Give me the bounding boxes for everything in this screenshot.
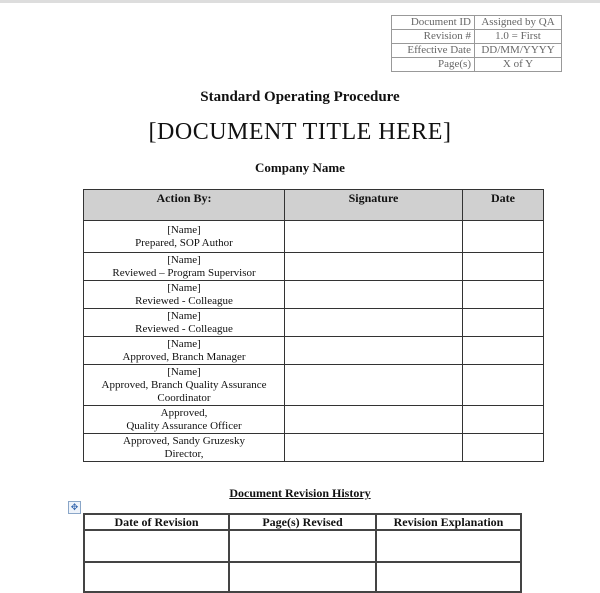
table-row	[84, 221, 544, 253]
date-cell[interactable]	[463, 365, 544, 406]
table-row	[84, 365, 544, 406]
date-cell[interactable]	[463, 221, 544, 253]
table-row	[84, 253, 544, 281]
table-row	[84, 337, 544, 365]
signature-cell[interactable]	[285, 406, 463, 434]
role-line: Reviewed – Program Supervisor	[112, 266, 256, 279]
role-line: Approved, Branch Quality Assurance	[101, 378, 267, 391]
date-cell[interactable]	[463, 434, 544, 462]
role-line: Reviewed - Colleague	[135, 294, 233, 307]
meta-value: DD/MM/YYYY	[475, 44, 562, 58]
signature-cell[interactable]	[285, 365, 463, 406]
cell[interactable]	[229, 562, 376, 592]
role-line: Quality Assurance Officer	[126, 419, 242, 432]
cell[interactable]	[376, 562, 521, 592]
table-row	[84, 309, 544, 337]
role-line: Reviewed - Colleague	[135, 322, 233, 335]
revision-history-table	[83, 513, 522, 593]
cell[interactable]	[84, 562, 229, 592]
signature-cell[interactable]	[285, 253, 463, 281]
approval-table	[83, 189, 544, 462]
signature-cell[interactable]	[285, 221, 463, 253]
header-action-by: Action By:	[84, 190, 285, 221]
role-line: Approved, Branch Manager	[122, 350, 246, 363]
cell[interactable]	[376, 530, 521, 562]
table-move-handle-icon[interactable]: ✥	[68, 501, 81, 514]
header-date: Date	[463, 190, 544, 221]
date-cell[interactable]	[463, 309, 544, 337]
table-row	[84, 530, 521, 562]
name-line: [Name]	[167, 281, 201, 294]
date-cell[interactable]	[463, 253, 544, 281]
meta-label: Revision #	[392, 30, 475, 44]
table-row	[84, 562, 521, 592]
meta-label: Page(s)	[392, 58, 475, 72]
name-line: [Name]	[167, 223, 201, 236]
name-line: [Name]	[167, 337, 201, 350]
role-line: Director,	[164, 447, 204, 460]
signature-cell[interactable]	[285, 281, 463, 309]
revision-history-title: Document Revision History	[229, 486, 371, 500]
meta-label: Document ID	[392, 16, 475, 30]
signature-cell[interactable]	[285, 337, 463, 365]
meta-value: Assigned by QA	[475, 16, 562, 30]
name-line: [Name]	[167, 365, 201, 378]
header-pages-revised: Page(s) Revised	[229, 514, 376, 530]
name-line: Approved,	[160, 406, 208, 419]
date-cell[interactable]	[463, 281, 544, 309]
meta-value: 1.0 = First	[475, 30, 562, 44]
header-date-of-revision: Date of Revision	[84, 514, 229, 530]
cell[interactable]	[229, 530, 376, 562]
signature-cell[interactable]	[285, 434, 463, 462]
document-meta-table	[391, 15, 562, 72]
name-line: [Name]	[167, 253, 201, 266]
meta-value: X of Y	[475, 58, 562, 72]
role-line-2: Coordinator	[157, 391, 211, 404]
table-row	[84, 434, 544, 462]
table-row	[84, 406, 544, 434]
header-signature: Signature	[285, 190, 463, 221]
header-revision-explanation: Revision Explanation	[376, 514, 521, 530]
signature-cell[interactable]	[285, 309, 463, 337]
name-line: [Name]	[167, 309, 201, 322]
table-row	[84, 281, 544, 309]
date-cell[interactable]	[463, 337, 544, 365]
company-name: Company Name	[255, 160, 345, 175]
name-line: Approved, Sandy Gruzesky	[123, 434, 245, 447]
cell[interactable]	[84, 530, 229, 562]
document-title: [DOCUMENT TITLE HERE]	[148, 119, 452, 145]
date-cell[interactable]	[463, 406, 544, 434]
role-line: Prepared, SOP Author	[135, 236, 233, 249]
meta-label: Effective Date	[392, 44, 475, 58]
page-top-border	[0, 0, 600, 3]
document-heading: Standard Operating Procedure	[200, 89, 400, 105]
